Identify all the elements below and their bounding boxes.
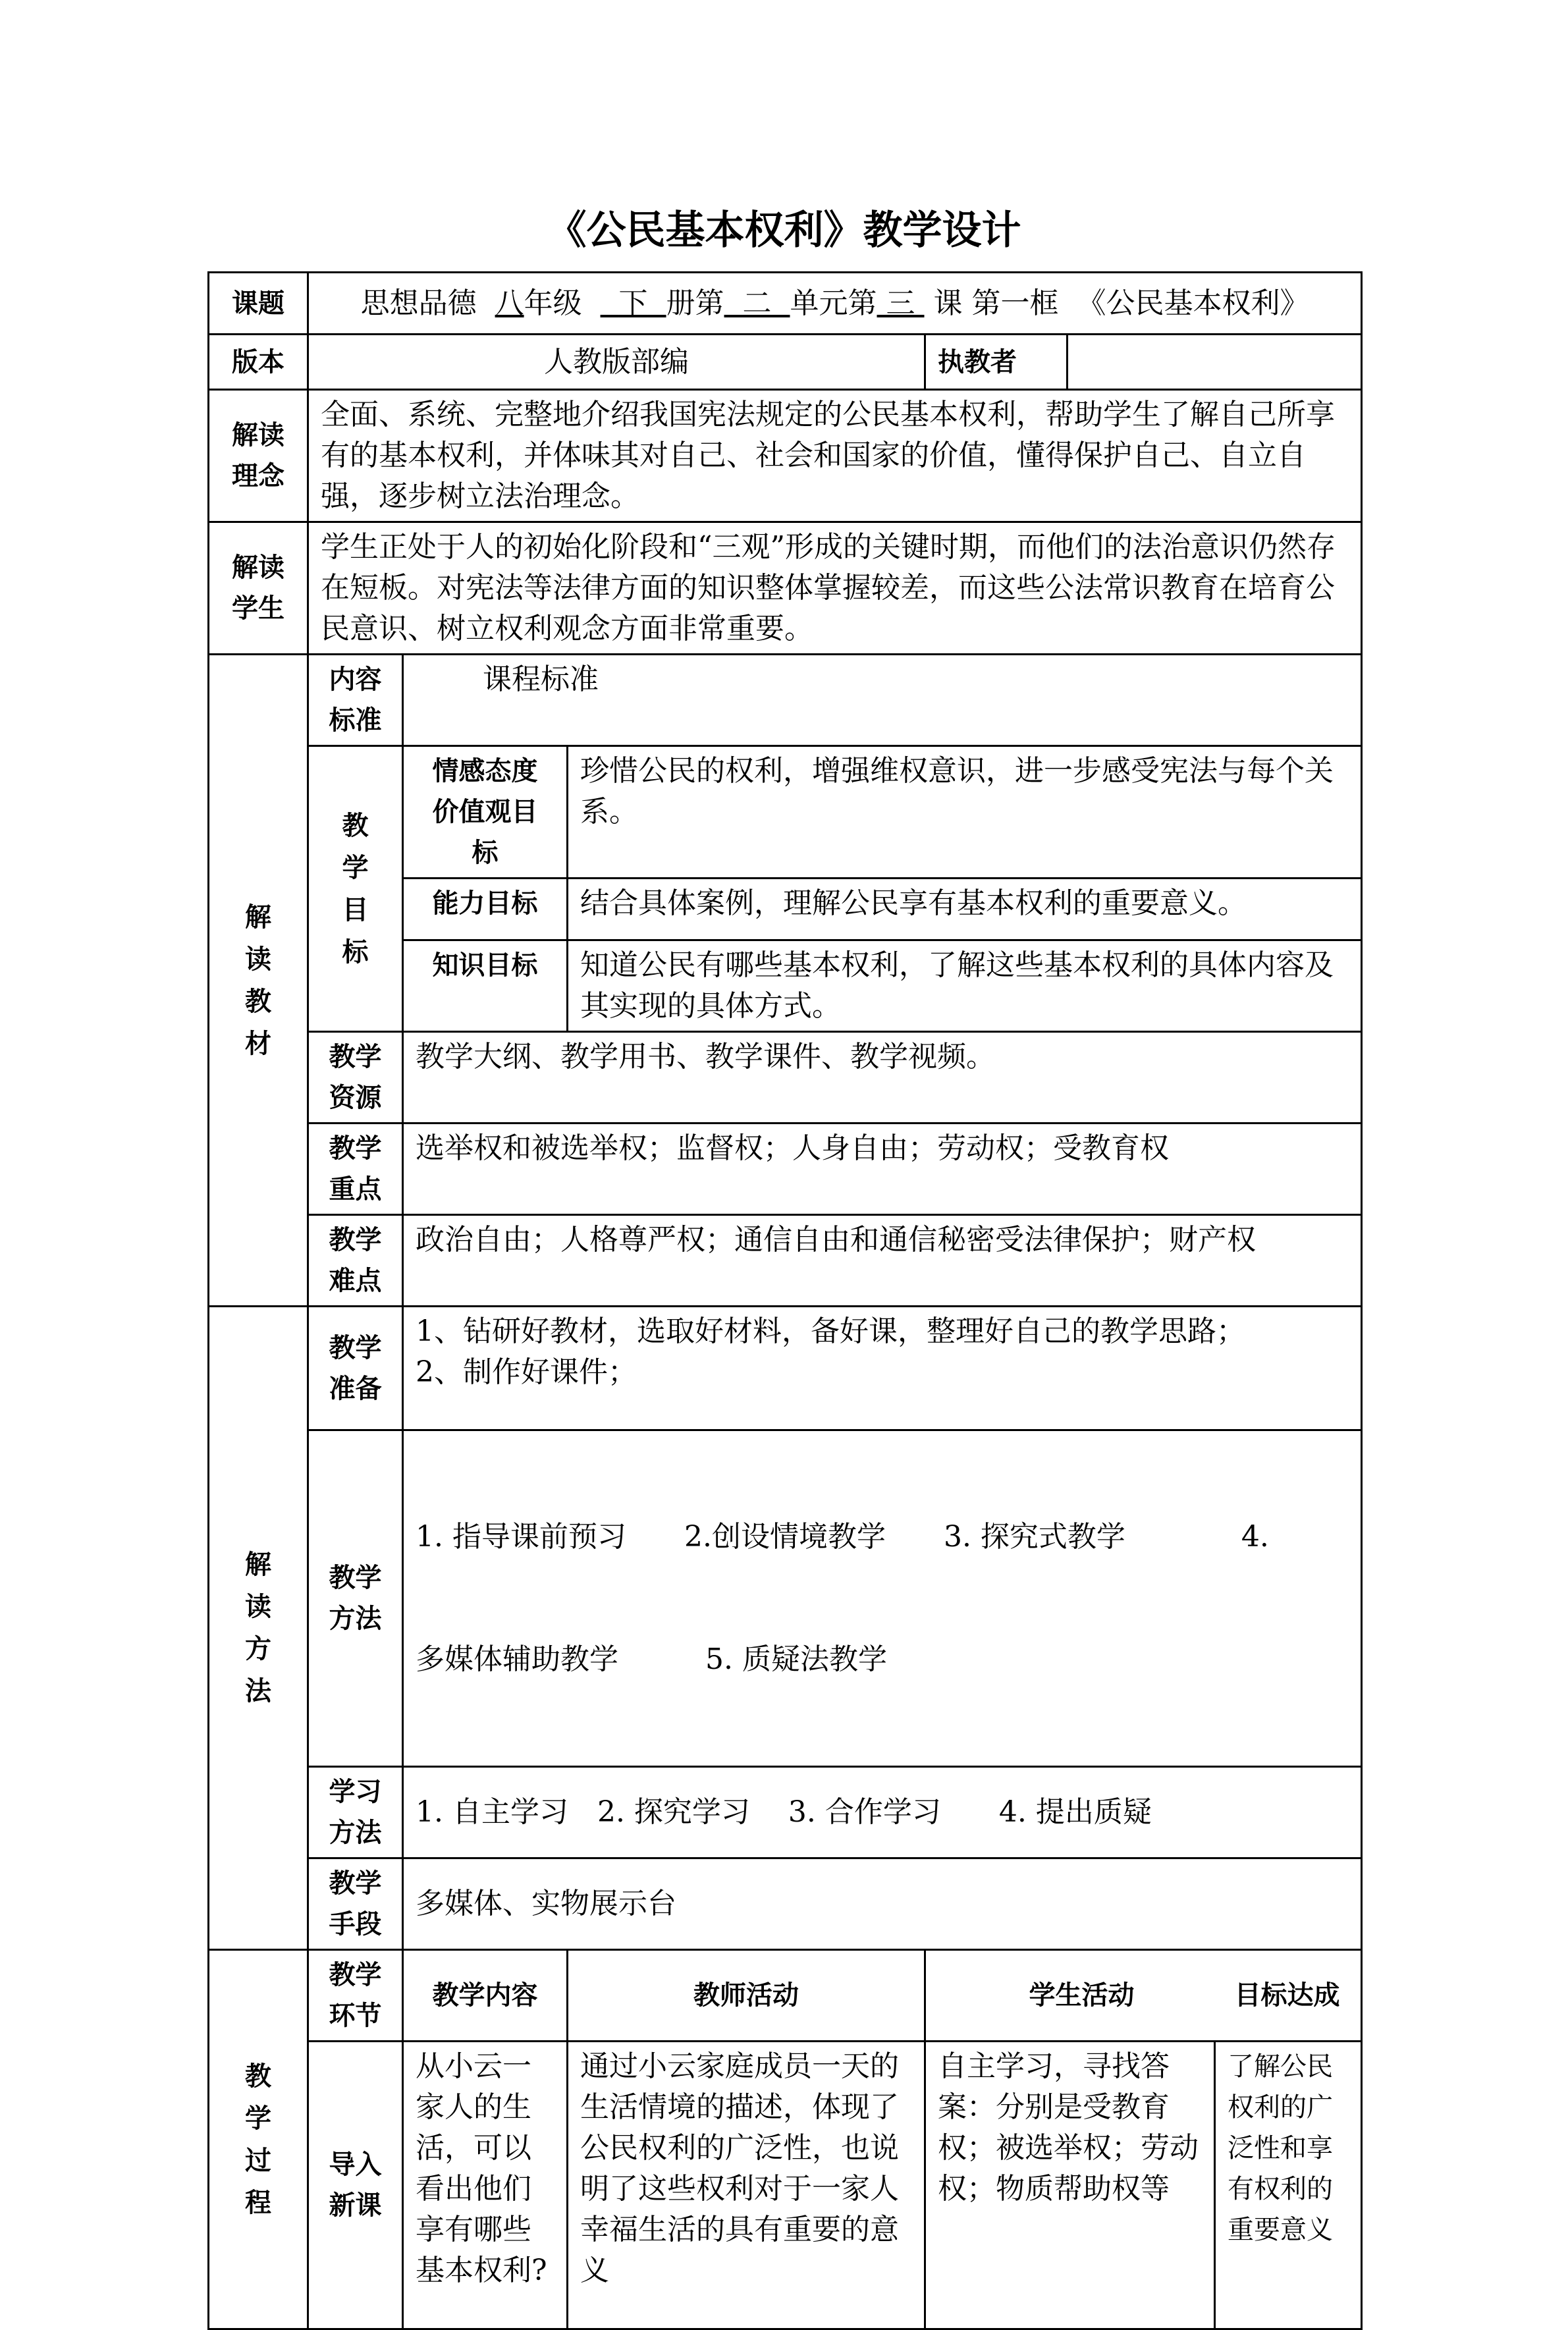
teacher-activity-cell: 通过小云家庭成员一天的生活情境的描述，体现了公民权利的广泛性，也说明了这些权利对于一家人幸福生活的具有重要的意义 xyxy=(568,2042,925,2329)
content-standard-label: 内容标准 xyxy=(308,655,403,746)
preparation-line: 2、制作好课件； xyxy=(416,1355,637,1389)
objective-text: 结合具体案例，理解公民享有基本权利的重要意义。 xyxy=(568,879,1362,940)
resources-text: 教学大纲、教学用书、教学课件、教学视频。 xyxy=(403,1032,1362,1124)
topic-lesson: 三 xyxy=(886,286,915,320)
process-label: 教学过程 xyxy=(209,1950,308,2329)
topic-lesson-title: 《公民基本权利》 xyxy=(1077,286,1309,320)
key-points-text: 选举权和被选举权；监督权；人身自由；劳动权；受教育权 xyxy=(403,1124,1362,1215)
objective-label: 知识目标 xyxy=(403,940,568,1032)
difficulties-label: 教学难点 xyxy=(308,1215,403,1307)
key-points-row xyxy=(209,1124,1362,1215)
means-label: 教学手段 xyxy=(308,1858,403,1950)
topic-unit-suffix: 单元第 xyxy=(790,286,877,320)
topic-grade: 八 xyxy=(495,286,524,320)
topic-unit: 二 xyxy=(742,286,772,320)
content-cell: 从小云一家人的生活，可以看出他们享有哪些基本权利? xyxy=(403,2042,568,2329)
topic-volume: 下 xyxy=(618,286,648,320)
goal-header-text: 目标达成 xyxy=(1234,1980,1340,2011)
student-activity-label: 学生活动 xyxy=(1029,1980,1135,2011)
teaching-methods-line: 1. 指导课前预习 2.创设情境教学 3. 探究式教学 4. xyxy=(416,1520,1269,1554)
page-title: 《公民基本权利》教学设计 xyxy=(547,207,1021,254)
teacher-value xyxy=(1068,335,1362,390)
content-standard-text: 课程标准 xyxy=(403,655,1362,746)
topic-value xyxy=(308,273,1362,335)
key-points-label: 教学重点 xyxy=(308,1124,403,1215)
preparation-line: 1、钻研好教材，选取好材料，备好课，整理好自己的教学思路； xyxy=(416,1314,1245,1348)
learning-methods-row xyxy=(209,1767,1362,1858)
resources-label: 教学资源 xyxy=(308,1032,403,1124)
topic-subject: 思想品德 xyxy=(360,286,477,320)
difficulties-row xyxy=(209,1215,1362,1307)
objective-label: 能力目标 xyxy=(403,879,568,940)
objectives-label: 教学目标 xyxy=(308,746,403,1032)
preparation-label: 教学准备 xyxy=(308,1307,403,1430)
teaching-methods-text xyxy=(403,1430,1362,1767)
teacher-activity-header: 教师活动 xyxy=(568,1950,925,2042)
edition-value: 人教版部编 xyxy=(308,335,925,390)
difficulties-text: 政治自由；人格尊严权；通信自由和通信秘密受法律保护；财产权 xyxy=(403,1215,1362,1307)
process-header-row xyxy=(209,1950,1362,2042)
preparation-row xyxy=(209,1307,1362,1430)
process-row xyxy=(209,2042,1362,2329)
objective-row xyxy=(209,746,1362,879)
objective-label: 情感态度价值观目标 xyxy=(403,746,568,879)
stage-cell: 导入新课 xyxy=(308,2042,403,2329)
teacher-label: 执教者 xyxy=(925,335,1068,390)
edition-row xyxy=(209,335,1362,390)
topic-grade-suffix: 年级 xyxy=(524,286,582,320)
teaching-methods-line: 多媒体辅助教学 5. 质疑法教学 xyxy=(416,1642,887,1676)
learning-methods-label: 学习方法 xyxy=(308,1767,403,1858)
means-text: 多媒体、实物展示台 xyxy=(403,1858,1362,1950)
concept-row xyxy=(209,390,1362,522)
concept-text: 全面、系统、完整地介绍我国宪法规定的公民基本权利，帮助学生了解自己所享有的基本权利，并体味其对自己、社会和国家的价值，懂得保护自己、自立自强，逐步树立法治理念。 xyxy=(308,390,1362,522)
content-header: 教学内容 xyxy=(403,1950,568,2042)
stage-header: 教学环节 xyxy=(308,1950,403,2042)
goal-cell: 了解公民权利的广泛性和享有权利的重要意义 xyxy=(1228,2051,1333,2245)
content-standard-row xyxy=(209,655,1362,746)
edition-label: 版本 xyxy=(209,335,308,390)
student-activity-header xyxy=(925,1950,1362,2042)
topic-volume-suffix: 册第 xyxy=(666,286,724,320)
student-goal-cell xyxy=(925,2042,1362,2329)
materials-label: 解读教材 xyxy=(209,655,308,1307)
topic-label: 课题 xyxy=(209,273,308,335)
lesson-plan-table xyxy=(207,271,1363,2330)
students-row xyxy=(209,522,1362,655)
students-text: 学生正处于人的初始化阶段和“三观”形成的关键时期，而他们的法治意识仍然存在短板。对宪法等法律方面的知识整体掌握较差，而这些公法常识教育在培育公民意识、树立权利观念方面非常重要。 xyxy=(308,522,1362,655)
objective-text: 知道公民有哪些基本权利，了解这些基本权利的具体内容及其实现的具体方式。 xyxy=(568,940,1362,1032)
preparation-text xyxy=(403,1307,1362,1430)
concept-label: 解读理念 xyxy=(209,390,308,522)
means-row xyxy=(209,1858,1362,1950)
topic-row xyxy=(209,273,1362,335)
teaching-methods-label: 教学方法 xyxy=(308,1430,403,1767)
student-activity-cell: 自主学习，寻找答案：分别是受教育权；被选举权；劳动权；物质帮助权等 xyxy=(926,2042,1216,2328)
resources-row xyxy=(209,1032,1362,1124)
methods-label: 解读方法 xyxy=(209,1307,308,1950)
students-label: 解读学生 xyxy=(209,522,308,655)
objective-text: 珍惜公民的权利，增强维权意识，进一步感受宪法与每个关系。 xyxy=(568,746,1362,879)
learning-methods-text: 1. 自主学习 2. 探究学习 3. 合作学习 4. 提出质疑 xyxy=(403,1767,1362,1858)
teaching-methods-row xyxy=(209,1430,1362,1767)
topic-lesson-suffix: 课 第一框 xyxy=(933,286,1059,320)
